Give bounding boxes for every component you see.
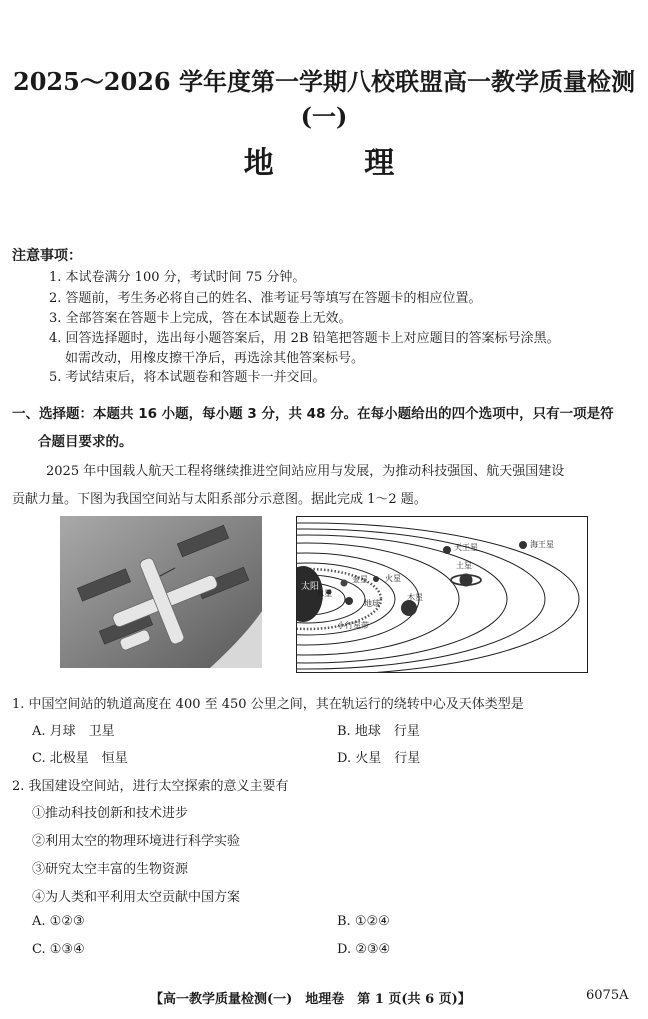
planet-label: 天王星 <box>454 543 478 552</box>
belt-label: 小行星带 <box>337 621 369 630</box>
space-station-photo <box>60 516 262 668</box>
q2-statement: ③研究太空丰富的生物资源 <box>32 862 189 877</box>
notice-item: 4. 回答选择题时，选出每小题答案后，用 2B 铅笔把答题卡上对应题目的答案标号涂黑。 <box>49 331 560 346</box>
q2-statement: ①推动科技创新和技术进步 <box>32 806 189 821</box>
solar-system-diagram <box>296 516 588 673</box>
q1-option-c[interactable]: C. 北极星 恒星 <box>32 751 128 766</box>
question-1-stem: 1. 中国空间站的轨道高度在 400 至 450 公里之间，其在轨运行的绕转中心及天体类型是 <box>12 697 524 712</box>
paper-code: 6075A <box>586 988 629 1003</box>
intro-text: 贡献力量。下图为我国空间站与太阳系部分示意图。据此完成 1～2 题。 <box>12 492 427 507</box>
subject-title: 地 理 <box>243 146 435 181</box>
q1-option-a[interactable]: A. 月球 卫星 <box>32 724 115 739</box>
q2-option-b[interactable]: B. ①②④ <box>337 914 390 929</box>
planet-label: 土星 <box>456 561 472 570</box>
exam-title: 2025～2026 学年度第一学期八校联盟高一教学质量检测(一) <box>13 67 635 131</box>
notice-item: 2. 答题前，考生务必将自己的姓名、准考证号等填写在答题卡的相应位置。 <box>49 291 482 306</box>
q1-option-d[interactable]: D. 火星 行星 <box>337 751 421 766</box>
q2-option-a[interactable]: A. ①②③ <box>32 914 85 929</box>
section-heading: 一、选择题：本题共 16 小题，每小题 3 分，共 48 分。在每小题给出的四个选项中，只有一项是符 <box>12 406 614 422</box>
q2-option-d[interactable]: D. ②③④ <box>337 942 391 957</box>
q2-option-c[interactable]: C. ①③④ <box>32 942 85 957</box>
planet-label: 海王星 <box>530 540 554 549</box>
planet-label: 木星 <box>407 593 423 602</box>
notice-item: 1. 本试卷满分 100 分，考试时间 75 分钟。 <box>49 270 306 285</box>
section-heading-cont: 合题目要求的。 <box>38 434 133 450</box>
sun-label: 太阳 <box>301 582 320 592</box>
q2-statement: ②利用太空的物理环境进行科学实验 <box>32 834 241 849</box>
footer-text: 【高一教学质量检测(一) 地理卷 第 1 页(共 6 页)】 <box>150 992 471 1007</box>
notice-item: 5. 考试结束后，将本试题卷和答题卡一并交回。 <box>49 370 326 385</box>
q1-option-b[interactable]: B. 地球 行星 <box>337 724 420 739</box>
notice-heading: 注意事项： <box>12 248 82 264</box>
notice-item: 3. 全部答案在答题卡上完成，答在本试题卷上无效。 <box>49 311 352 326</box>
planet-label: 金星 <box>352 575 368 584</box>
intro-text: 2025 年中国载人航天工程将继续推进空间站应用与发展，为推动科技强国、航天强国建设 <box>46 464 565 479</box>
q2-statement: ④为人类和平利用太空贡献中国方案 <box>32 890 241 905</box>
planet-label: 水星 <box>316 589 332 598</box>
notice-item: 如需改动，用橡皮擦干净后，再选涂其他答案标号。 <box>65 351 365 366</box>
question-2-stem: 2. 我国建设空间站，进行太空探索的意义主要有 <box>12 779 289 794</box>
planet-label: 火星 <box>385 574 401 583</box>
planet-label: 地球 <box>364 599 380 608</box>
